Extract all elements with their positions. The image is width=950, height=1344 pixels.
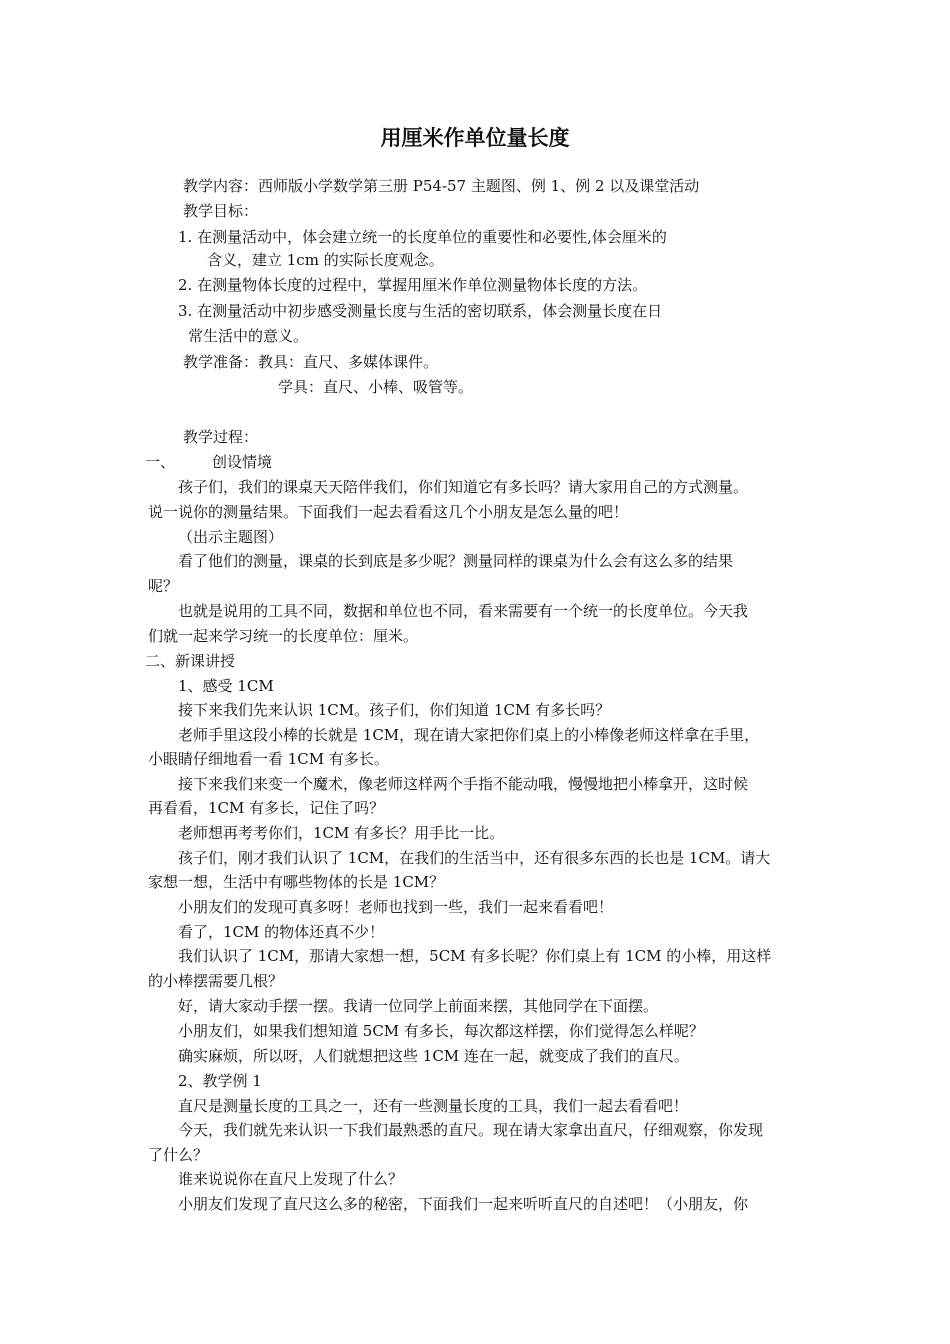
text-line: 接下来我们来变一个魔术，像老师这样两个手指不能动哦，慢慢地把小棒拿开，这时候 xyxy=(178,775,749,793)
text-line: 确实麻烦，所以呀，人们就想把这些 1CM 连在一起，就变成了我们的直尺。 xyxy=(178,1047,689,1065)
text-line: 3. 在测量活动中初步感受测量长度与生活的密切联系，体会测量长度在日 xyxy=(178,302,663,320)
text-line: 常生活中的意义。 xyxy=(188,327,309,345)
text-line: 创设情境 xyxy=(212,453,273,471)
text-line: 教学准备：教具：直尺、多媒体课件。 xyxy=(183,353,439,371)
text-line: 含义，建立 1cm 的实际长度观念。 xyxy=(207,251,444,269)
text-line: 小朋友们，如果我们想知道 5CM 有多长，每次都这样摆，你们觉得怎么样呢？ xyxy=(178,1022,704,1040)
text-line: 呢？ xyxy=(148,577,179,595)
text-line: 说一说你的测量结果。下面我们一起去看看这几个小朋友是怎么量的吧！ xyxy=(148,503,629,521)
text-line: 小朋友们发现了直尺这么多的秘密，下面我们一起来听听直尺的自述吧！（小朋友，你 xyxy=(178,1195,749,1213)
text-line: 小朋友们的发现可真多呀！老师也找到一些，我们一起来看看吧！ xyxy=(178,898,614,916)
text-line: 我们认识了 1CM，那请大家想一想，5CM 有多长呢？你们桌上有 1CM 的小棒，用这样 xyxy=(178,947,772,965)
text-line: 直尺是测量长度的工具之一，还有一些测量长度的工具，我们一起去看看吧！ xyxy=(178,1097,689,1115)
text-line: 今天，我们就先来认识一下我们最熟悉的直尺。现在请大家拿出直尺，仔细观察，你发现 xyxy=(178,1121,764,1139)
text-line: 二、新课讲授 xyxy=(145,652,236,670)
text-line: 一、 xyxy=(145,453,176,471)
text-line: 教学目标： xyxy=(183,202,259,220)
text-line: 学具：直尺、小棒、吸管等。 xyxy=(278,378,474,396)
text-line: 了什么？ xyxy=(148,1146,209,1164)
text-line: 老师手里这段小棒的长就是 1CM，现在请大家把你们桌上的小棒像老师这样拿在手里， xyxy=(178,726,760,744)
text-line: 老师想再考考你们，1CM 有多长？用手比一比。 xyxy=(178,824,505,842)
text-line: 看了他们的测量，课桌的长到底是多少呢？测量同样的课桌为什么会有这么多的结果 xyxy=(178,552,734,570)
text-line: 教学内容：西师版小学数学第三册 P54-57 主题图、例 1、例 2 以及课堂活动 xyxy=(183,177,700,195)
text-line: 孩子们，我们的课桌天天陪伴我们，你们知道它有多长吗？请大家用自己的方式测量。 xyxy=(178,478,749,496)
text-line: 家想一想，生活中有哪些物体的长是 1CM？ xyxy=(148,873,445,891)
text-line: 谁来说说你在直尺上发现了什么？ xyxy=(178,1170,404,1188)
text-line: 的小棒摆需要几根？ xyxy=(148,972,284,990)
text-line: （出示主题图） xyxy=(178,528,284,546)
text-line: 们就一起来学习统一的长度单位：厘米。 xyxy=(148,627,419,645)
text-line: 也就是说用的工具不同，数据和单位也不同，看来需要有一个统一的长度单位。今天我 xyxy=(178,602,749,620)
text-line: 1. 在测量活动中，体会建立统一的长度单位的重要性和必要性,体会厘米的 xyxy=(178,228,667,246)
text-line: 教学过程： xyxy=(183,428,259,446)
text-line: 再看看，1CM 有多长，记住了吗？ xyxy=(148,799,385,817)
document-title: 用厘米作单位量长度 xyxy=(380,126,570,150)
text-line: 1、感受 1CM xyxy=(178,677,274,695)
text-line: 2、教学例 1 xyxy=(178,1072,262,1090)
text-line: 2. 在测量物体长度的过程中，掌握用厘米作单位测量物体长度的方法。 xyxy=(178,276,648,294)
text-line: 好，请大家动手摆一摆。我请一位同学上前面来摆，其他同学在下面摆。 xyxy=(178,997,659,1015)
text-line: 小眼睛仔细地看一看 1CM 有多长。 xyxy=(148,750,389,768)
text-line: 孩子们，刚才我们认识了 1CM，在我们的生活当中，还有很多东西的长也是 1CM。请大 xyxy=(178,849,771,867)
text-line: 接下来我们先来认识 1CM。孩子们，你们知道 1CM 有多长吗？ xyxy=(178,701,611,719)
text-line: 看了，1CM 的物体还真不少！ xyxy=(178,923,385,941)
